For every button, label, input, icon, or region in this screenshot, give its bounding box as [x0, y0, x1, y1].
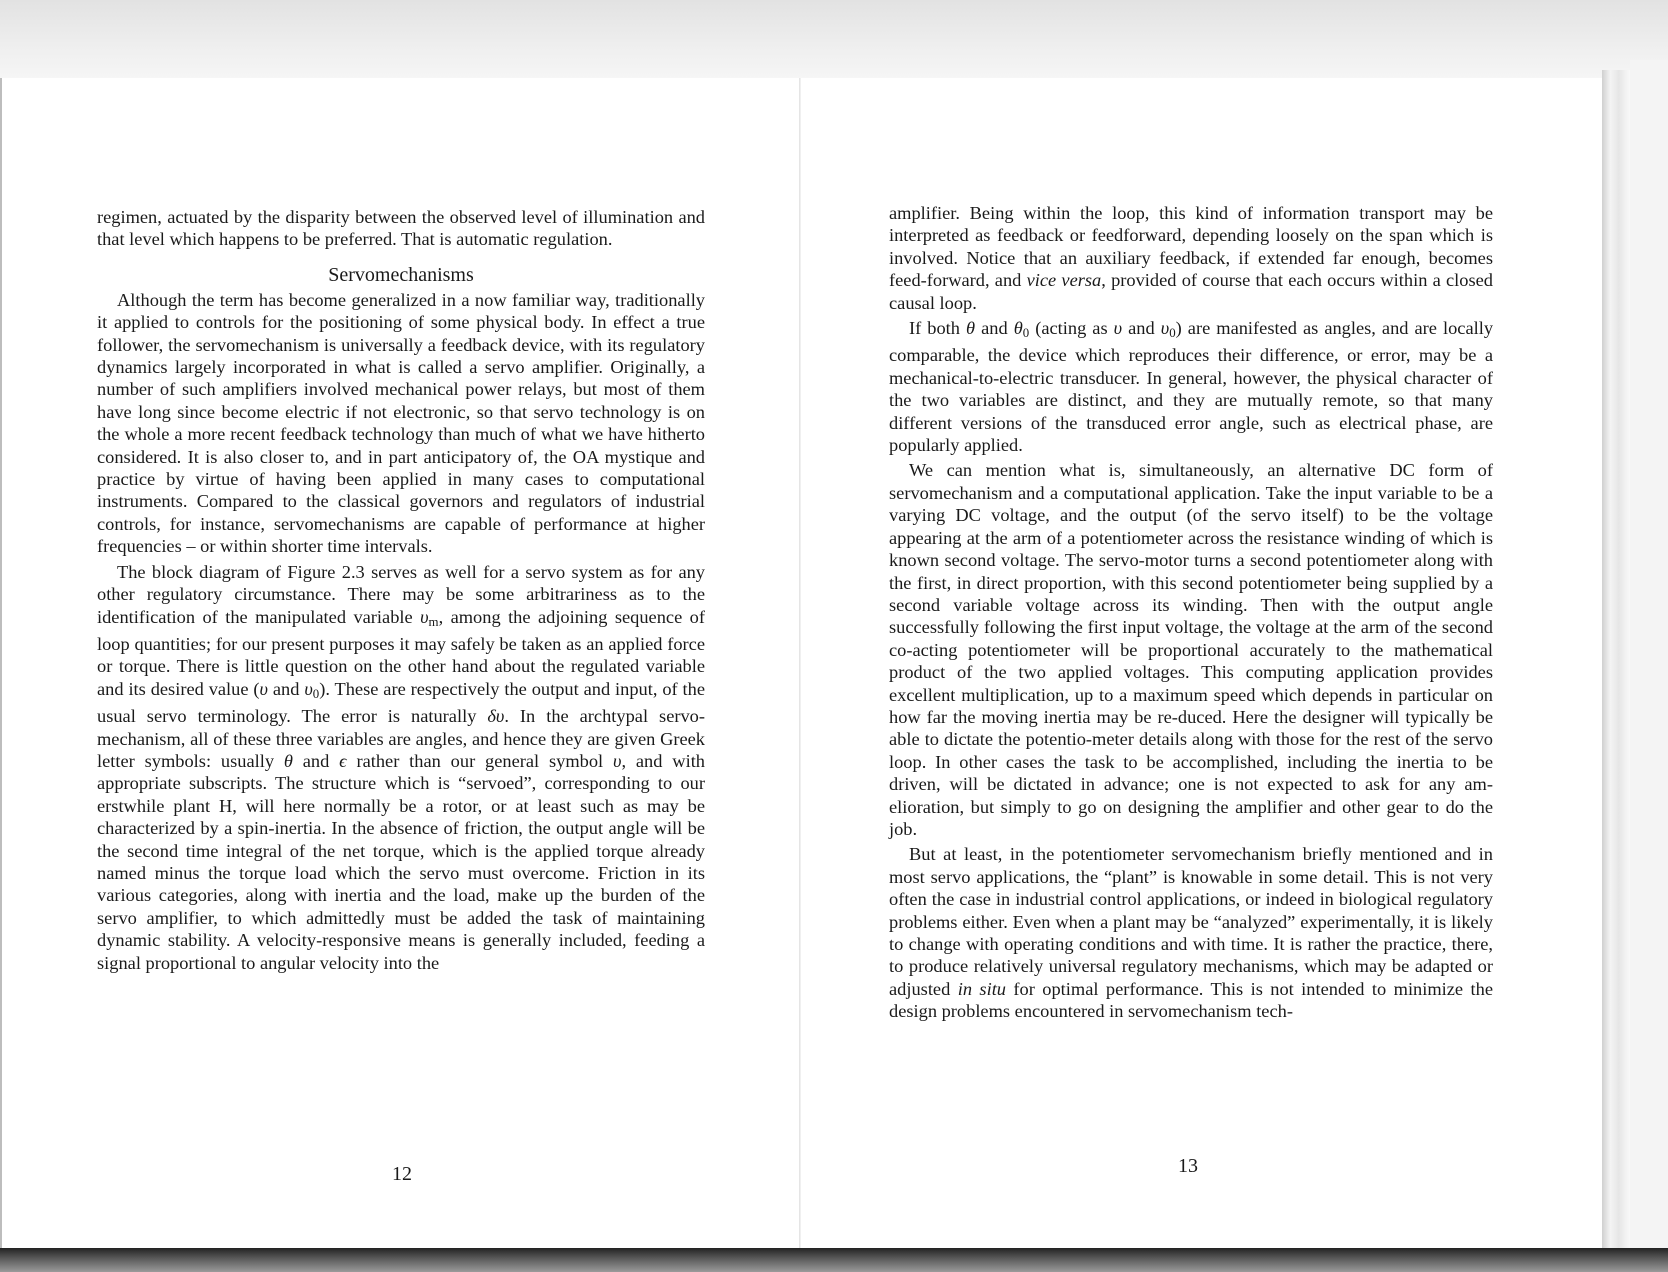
- section-heading: Servomechanisms: [328, 263, 474, 286]
- symbol-epsilon: ϵ: [339, 750, 347, 771]
- symbol-upsilon: υ: [259, 678, 268, 699]
- scanner-bottom-edge: [0, 1248, 1668, 1272]
- book-gutter: [799, 78, 801, 1248]
- paragraph: But at least, in the potentiometer servomechanism briefly mentioned and in most servo applications, the “plant” is knowable in some detail. This is not very often the case in industrial control applications, or indeed in biological regulatory problems either. Even when a plant may be “analyzed” experimentally, it is likely to change with operating conditions and with time. It is rather the practice, there, to produce relatively universal regulatory mechanisms, which may be adapted or adjusted in situ for optimal performance. This is not intended to minimize the design problems encountered in servomechanism tech-: [889, 844, 1493, 1022]
- symbol-theta: θ: [966, 318, 976, 339]
- symbol-delta-upsilon: δυ: [487, 706, 505, 727]
- symbol-theta: θ: [283, 750, 293, 771]
- symbol-upsilon: υ: [304, 678, 313, 699]
- symbol-theta: θ: [1013, 318, 1023, 339]
- paragraph: The block diagram of Figure 2.3 serves as well for a servo system as for any other regulatory circumstance. There may be some arbitrariness as to the identification of the manipulated variable $\upsilon_m$, among the adjoining sequence of loop quantities; for our present purposes it may safely be taken as an applied force or torque. There is little question on the other hand about the regulated variable and its desired value (υ and $\upsilon_0$). These are respectively the output and input, of the usual servo terminology. The error is naturally δυ. In the archtypal servo-mechanism, all of these three variables are angles, and hence they are given Greek letter symbols: usually θ and ϵ rather than our general symbol υ, and with appropriate subscripts. The structure which is “servoed”, corresponding to our erstwhile plant H, will here normally be a rotor, or at least such as may be characterized by a spin-inertia. In the absence of friction, the output angle will be the second time integral of the net torque, which is the applied torque already named minus the torque load which the servo must overcome. Friction in its various categories, along with inertia and the load, make up the burden of the servo amplifier, to which admittedly must be added the task of maintaining dynamic stability. A velocity-responsive means is generally included, feeding a signal proportional to angular velocity into the: [97, 561, 705, 973]
- paragraph: regimen, actuated by the disparity between the observed level of illumination and that level which happens to be preferred. That is automatic regulation.: [97, 207, 705, 250]
- page-number-right: 13: [1178, 1155, 1198, 1177]
- paragraph: Although the term has become generalized in a now familiar way, traditionally it applied to controls for the positioning of some physical body. In effect a true follower, the servomechanism is universally a feedback device, with its regulatory dynamics largely incorporated in what is called a servo amplifier. Originally, a number of such amplifiers involved mechanical power relays, but most of them have long since become electric if not electronic, so that servo technology is on the whole a more recent feedback technology than much of what we have hitherto considered. It is also closer to, and in part anticipatory of, the OA mystique and practice by virtue of having been applied in many cases to computational instruments. Compared to the classical governors and regulators of industrial controls, for instance, servomechanisms are capable of performance at higher frequencies – or within shorter time intervals.: [97, 289, 705, 557]
- left-page: [97, 206, 705, 974]
- italic-phrase: vice versa: [1026, 270, 1102, 291]
- symbol-upsilon: υ: [1160, 318, 1170, 339]
- scanner-background-right: [1630, 60, 1668, 1260]
- right-page: [889, 202, 1493, 1023]
- page-stack-edge: [1602, 70, 1630, 1250]
- paragraph: We can mention what is, simultaneously, an alternative DC form of servomechanism and a computational application. Take the input variable to be a varying DC voltage, and the output (of the servo itself) to be the voltage appearing at the arm of a potentiometer across the resistance winding of which is known second voltage. The servo-motor turns a second potentiometer along with the first, in direct proportion, with this second potentiometer being supplied by a second variable voltage across its winding. Then with the output angle successfully following the first input voltage, the voltage at the arm of the second co-acting potentiometer will be proportional accurately to the mathematical product of the two applied voltages. This computing application provides excellent multiplication, up to a maximum speed which depends in particular on how far the moving inertia may be re-duced. Here the designer will typically be able to dictate the potentio-meter details along with those for the rest of the servo loop. In other cases the task to be accomplished, including the inertia to be driven, will be dictated in advance; one is not expected to ask for any am-elioration, but simply to go on designing the amplifier and other gear to do the job.: [889, 460, 1493, 839]
- paragraph: amplifier. Being within the loop, this kind of information transport may be interpreted as feedback or feedforward, depending loosely on the span which is involved. Notice that an auxiliary feedback, if extended far enough, becomes feed-forward, and vice versa, provided of course that each occurs within a closed causal loop.: [889, 203, 1494, 313]
- italic-phrase: in situ: [957, 978, 1006, 999]
- page-number-left: 12: [392, 1163, 412, 1185]
- symbol-upsilon: υ: [1113, 318, 1123, 339]
- symbol-upsilon: υ: [613, 750, 622, 771]
- paragraph: If both θ and $\theta_0$ (acting as υ and $\upsilon_0$) are manifested as angles, and are locally comparable, the device which reproduces their difference, or error, may be a mechanical-to-electric transducer. In general, however, the physical character of the two variables are distinct, and they are mutually remote, so that many different versions of the transduced error angle, such as electrical phase, are popularly applied.: [889, 318, 1494, 456]
- scanner-background-top: [0, 0, 1668, 80]
- symbol-upsilon: υ: [420, 606, 429, 627]
